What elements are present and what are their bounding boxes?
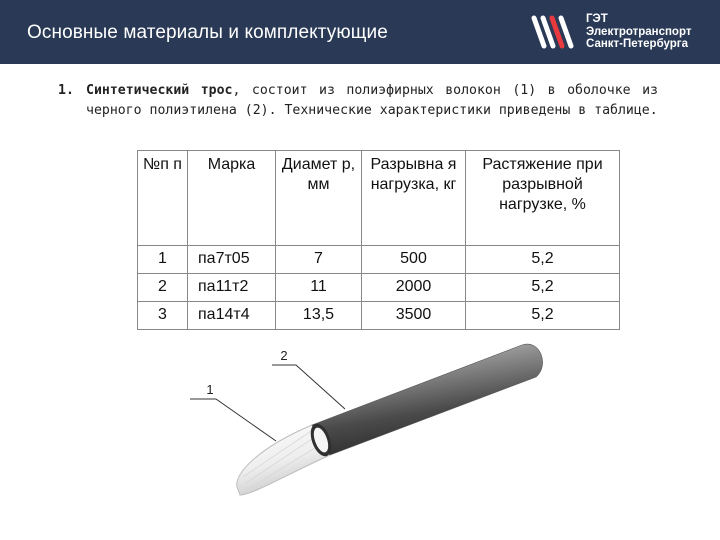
cell-brand: па14т4: [188, 302, 276, 330]
leader-line-1: [190, 399, 276, 441]
cell-elongation: 5,2: [466, 302, 620, 330]
header-bar: [0, 0, 720, 64]
cell-brand: па7т05: [188, 246, 276, 274]
table-row: [138, 246, 620, 274]
logo-line-3: Санкт-Петербурга: [586, 38, 688, 50]
cell-load: 2000: [362, 274, 466, 302]
table-header-row: [138, 151, 620, 246]
rope-illustration: [190, 335, 550, 515]
company-logo: [530, 10, 710, 54]
cell-load: 500: [362, 246, 466, 274]
spec-table-wrapper: [137, 150, 621, 332]
cell-elongation: 5,2: [466, 274, 620, 302]
paragraph-text: , состоит из полиэфирных волокон (1) в оболочке из черного полиэтилена (2). Технические характеристики приведены в таблице.: [86, 83, 658, 118]
logo-line-1: ГЭТ: [586, 13, 608, 25]
paragraph-number: 1.: [58, 83, 74, 98]
header-cell-load: Разрывна я нагрузка, кг: [362, 151, 466, 246]
header-cell-brand: Марка: [188, 151, 276, 246]
spec-table: [137, 150, 620, 330]
paragraph-term: Синтетический трос: [86, 83, 233, 98]
cell-number: 3: [138, 302, 188, 330]
logo-line-2: Электротранспорт: [586, 25, 692, 38]
header-cell-diameter: Диамет р, мм: [276, 151, 362, 246]
cell-number: 2: [138, 274, 188, 302]
label-1: 1: [206, 382, 214, 397]
paragraph-body: [86, 81, 658, 121]
cell-brand: па11т2: [188, 274, 276, 302]
cell-number: 1: [138, 246, 188, 274]
description-paragraph: [58, 81, 658, 121]
logo-text: [586, 13, 691, 51]
header-cell-elongation: Растяжение при разрывной нагрузке, %: [466, 151, 620, 246]
cell-elongation: 5,2: [466, 246, 620, 274]
leader-line-2: [272, 365, 345, 409]
header-cell-number: №п п: [138, 151, 188, 246]
logo-stripes-icon: [530, 12, 580, 52]
cell-diameter: 11: [276, 274, 362, 302]
label-2: 2: [280, 348, 288, 363]
cell-diameter: 7: [276, 246, 362, 274]
table-row: [138, 302, 620, 330]
cell-load: 3500: [362, 302, 466, 330]
cell-diameter: 13,5: [276, 302, 362, 330]
sheath: [312, 344, 543, 455]
table-row: [138, 274, 620, 302]
page-title: Основные материалы и комплектующие: [27, 22, 388, 43]
